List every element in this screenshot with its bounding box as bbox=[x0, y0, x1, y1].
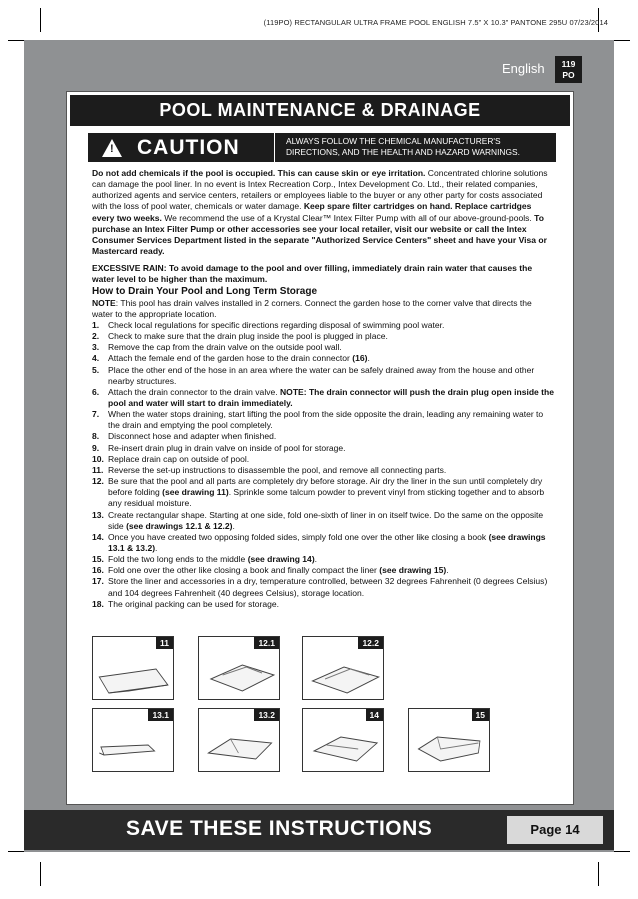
drain-heading: How to Drain Your Pool and Long Term Storage bbox=[92, 285, 318, 297]
steps-list bbox=[92, 320, 554, 610]
step-text-main: Create rectangular shape. Starting at one side, fold one-sixth of liner in on itself twice. Do the same on the opposite side bbox=[108, 509, 544, 531]
step-number: 12. bbox=[92, 476, 104, 487]
step-item bbox=[92, 599, 554, 610]
page-number: Page 14 bbox=[507, 816, 603, 844]
step-text-main: Attach the drain connector to the drain valve. bbox=[108, 386, 280, 397]
step-item bbox=[92, 342, 554, 353]
drawing-label: 12.2 bbox=[358, 637, 383, 649]
note-paragraph bbox=[92, 298, 554, 320]
step-item bbox=[92, 353, 554, 364]
step-text-main: Once you have created two opposing folded sides, simply fold one over the other like closing a book bbox=[108, 531, 489, 542]
step-number: 17. bbox=[92, 576, 104, 587]
crop-mark bbox=[598, 862, 599, 886]
step-number: 18. bbox=[92, 598, 104, 609]
step-text-main: Replace drain cap on outside of pool. bbox=[108, 453, 250, 464]
step-number: 14. bbox=[92, 531, 104, 542]
drawing-label: 11 bbox=[156, 637, 173, 649]
caution-banner bbox=[88, 133, 556, 162]
step-text bbox=[108, 565, 554, 576]
warning-glyph: ! bbox=[110, 143, 114, 155]
intro-recommend: We recommend the use of a Krystal Clear™ Intex Filter Pump with all of our above-ground-pools. bbox=[161, 212, 535, 223]
step-text bbox=[108, 331, 554, 342]
step-text bbox=[108, 342, 554, 353]
fold-drawing bbox=[302, 708, 384, 772]
warning-triangle-icon bbox=[102, 139, 122, 157]
badge-line-2: PO bbox=[562, 70, 575, 80]
footer-title: SAVE THESE INSTRUCTIONS bbox=[126, 817, 433, 840]
step-text-main: Check to make sure that the drain plug inside the pool is plugged in place. bbox=[108, 331, 388, 342]
step-number: 6. bbox=[92, 386, 100, 397]
step-text-main: Remove the cap from the drain valve on the outside pool wall. bbox=[108, 342, 342, 353]
step-text-end: . bbox=[232, 520, 235, 531]
note-label: NOTE bbox=[92, 297, 116, 308]
step-text-main: The original packing can be used for storage. bbox=[108, 598, 280, 609]
step-item bbox=[92, 431, 554, 442]
step-number: 10. bbox=[92, 453, 104, 464]
step-item bbox=[92, 443, 554, 454]
step-number: 15. bbox=[92, 554, 104, 565]
fold-drawing bbox=[198, 708, 280, 772]
fold-drawing bbox=[198, 636, 280, 700]
step-item bbox=[92, 365, 554, 387]
step-text bbox=[108, 454, 554, 465]
step-item bbox=[92, 331, 554, 342]
step-text-main: Place the other end of the hose in an area where the water can be safely drained away from the house and other nearby structures. bbox=[108, 364, 535, 386]
intro-liability: Concentrated chlorine solutions can damage the pool liner. In no event is Intex Recreation Corp., Intex Development Co. Ltd., their related companies, authorized agents and service centers, retailers or employees liable to the buyer or any other party for costs associated with the loss of pool water, chemicals or water damage. bbox=[92, 168, 548, 212]
step-item bbox=[92, 465, 554, 476]
step-item bbox=[92, 532, 554, 554]
step-text bbox=[108, 443, 554, 454]
badge-line-1: 119 bbox=[561, 59, 576, 69]
content-panel bbox=[66, 91, 574, 805]
step-number: 4. bbox=[92, 353, 100, 364]
step-number: 11. bbox=[92, 464, 104, 475]
fold-drawing bbox=[92, 708, 174, 772]
step-number: 9. bbox=[92, 442, 100, 453]
step-text-bold: (see drawing 11) bbox=[162, 487, 229, 498]
intro-cartridges: Keep spare filter cartridges on hand. Replace cartridges every two weeks. bbox=[92, 201, 532, 223]
step-text bbox=[108, 599, 554, 610]
fold-drawing bbox=[302, 636, 384, 700]
step-text bbox=[108, 532, 554, 554]
step-item bbox=[92, 565, 554, 576]
step-text bbox=[108, 554, 554, 565]
intro-paragraph bbox=[92, 168, 554, 257]
step-text-main: Attach the female end of the garden hose to the drain connector bbox=[108, 353, 353, 364]
step-number: 7. bbox=[92, 409, 100, 420]
step-text-main: Fold one over the other like closing a book and finally compact the liner bbox=[108, 565, 380, 576]
step-text bbox=[108, 576, 554, 598]
drawing-label: 15 bbox=[472, 709, 489, 721]
intro-warning: Do not add chemicals if the pool is occupied. This can cause skin or eye irritation. bbox=[92, 168, 426, 178]
step-item bbox=[92, 320, 554, 331]
caution-label: CAUTION bbox=[137, 136, 240, 159]
step-text-main: Store the liner and accessories in a dry, temperature controlled, between 32 degrees Fahrenheit (0 degrees Celsius) and 104 degrees Fahrenheit (40 degrees Celsius), storage location. bbox=[108, 576, 548, 598]
step-text-main: Disconnect hose and adapter when finished. bbox=[108, 431, 277, 442]
crop-mark bbox=[40, 862, 41, 886]
step-text-main: Be sure that the pool and all parts are completely dry before storage. Air dry the liner in the sun until completely dry before folding bbox=[108, 476, 543, 498]
step-item bbox=[92, 409, 554, 431]
print-info: (119PO) RECTANGULAR ULTRA FRAME POOL ENGLISH 7.5” X 10.3” PANTONE 295U 07/23/2014 bbox=[263, 18, 608, 27]
step-text bbox=[108, 431, 554, 442]
step-text-bold: (see drawing 14) bbox=[247, 554, 315, 565]
step-text-bold: (16) bbox=[352, 353, 368, 364]
caution-note: ALWAYS FOLLOW THE CHEMICAL MANUFACTURER'S DIRECTIONS, AND THE HEALTH AND HAZARD WARNINGS. bbox=[286, 136, 520, 157]
step-item bbox=[92, 476, 554, 509]
step-text-end: . Sprinkle some talcum powder to prevent vinyl from sticking together and to absorb any residual moisture. bbox=[108, 487, 545, 509]
step-number: 2. bbox=[92, 331, 100, 342]
page-code-badge bbox=[555, 56, 582, 83]
step-number: 13. bbox=[92, 509, 104, 520]
step-text-main: Check local regulations for specific directions regarding disposal of swimming pool water. bbox=[108, 319, 445, 330]
step-text bbox=[108, 465, 554, 476]
step-text-bold: (see drawing 15) bbox=[379, 565, 447, 576]
step-text-end: . bbox=[367, 353, 370, 364]
step-number: 1. bbox=[92, 319, 100, 330]
step-item bbox=[92, 576, 554, 598]
step-text-main: Re-insert drain plug in drain valve on inside of pool for storage. bbox=[108, 442, 346, 453]
step-text bbox=[108, 409, 554, 431]
step-text-main: Reverse the set-up instructions to disassemble the pool, and remove all connecting parts. bbox=[108, 464, 447, 475]
step-text bbox=[108, 510, 554, 532]
step-text-main: When the water stops draining, start lifting the pool from the side opposite the drain, leading any remaining water to the drain and emptying the pool completely. bbox=[108, 409, 544, 431]
step-text-end: . bbox=[155, 543, 158, 553]
rain-warning: EXCESSIVE RAIN: To avoid damage to the pool and over filling, immediately drain rain water that causes the water level to be higher than the maximum. bbox=[92, 263, 533, 285]
page-title: POOL MAINTENANCE & DRAINAGE bbox=[70, 95, 570, 126]
divider bbox=[274, 133, 275, 162]
step-item bbox=[92, 554, 554, 565]
step-number: 16. bbox=[92, 565, 104, 576]
step-item bbox=[92, 510, 554, 532]
step-text bbox=[108, 320, 554, 331]
step-text-bold: NOTE: The drain connector will push the drain plug open inside the pool and water will start to drain immediately. bbox=[108, 386, 554, 408]
drawing-label: 14 bbox=[366, 709, 383, 721]
drawing-label: 12.1 bbox=[254, 637, 279, 649]
step-text bbox=[108, 476, 554, 509]
footer-bar bbox=[24, 810, 614, 850]
step-item bbox=[92, 454, 554, 465]
language-label: English bbox=[502, 61, 545, 76]
fold-drawing bbox=[408, 708, 490, 772]
step-item bbox=[92, 387, 554, 409]
drawing-label: 13.2 bbox=[254, 709, 279, 721]
step-number: 8. bbox=[92, 431, 100, 442]
intro-purchase: To purchase an Intex Filter Pump or other accessories see your local retailer, visit our website or call the Intex Consumer Services Department listed in the separate "Authorized Service Centers" sheet and have your Visa or Mastercard ready. bbox=[92, 212, 547, 257]
instructions-body bbox=[92, 168, 554, 610]
fold-drawing bbox=[92, 636, 174, 700]
step-text bbox=[108, 387, 554, 409]
step-text-end: . bbox=[314, 554, 318, 565]
step-text-main: Fold the two long ends to the middle bbox=[108, 554, 248, 565]
drawing-label: 13.1 bbox=[148, 709, 173, 721]
step-number: 5. bbox=[92, 364, 100, 375]
step-text-bold: (see drawings 12.1 & 12.2) bbox=[126, 520, 233, 531]
step-text-bold: (see drawings 13.1 & 13.2) bbox=[108, 531, 546, 553]
step-number: 3. bbox=[92, 342, 100, 353]
step-text-end: . bbox=[446, 565, 449, 576]
note-text: : This pool has drain valves installed in 2 corners. Connect the garden hose to the corner valve that directs the water to the appropriate location. bbox=[92, 297, 532, 319]
step-text bbox=[108, 353, 554, 364]
step-text bbox=[108, 365, 554, 387]
